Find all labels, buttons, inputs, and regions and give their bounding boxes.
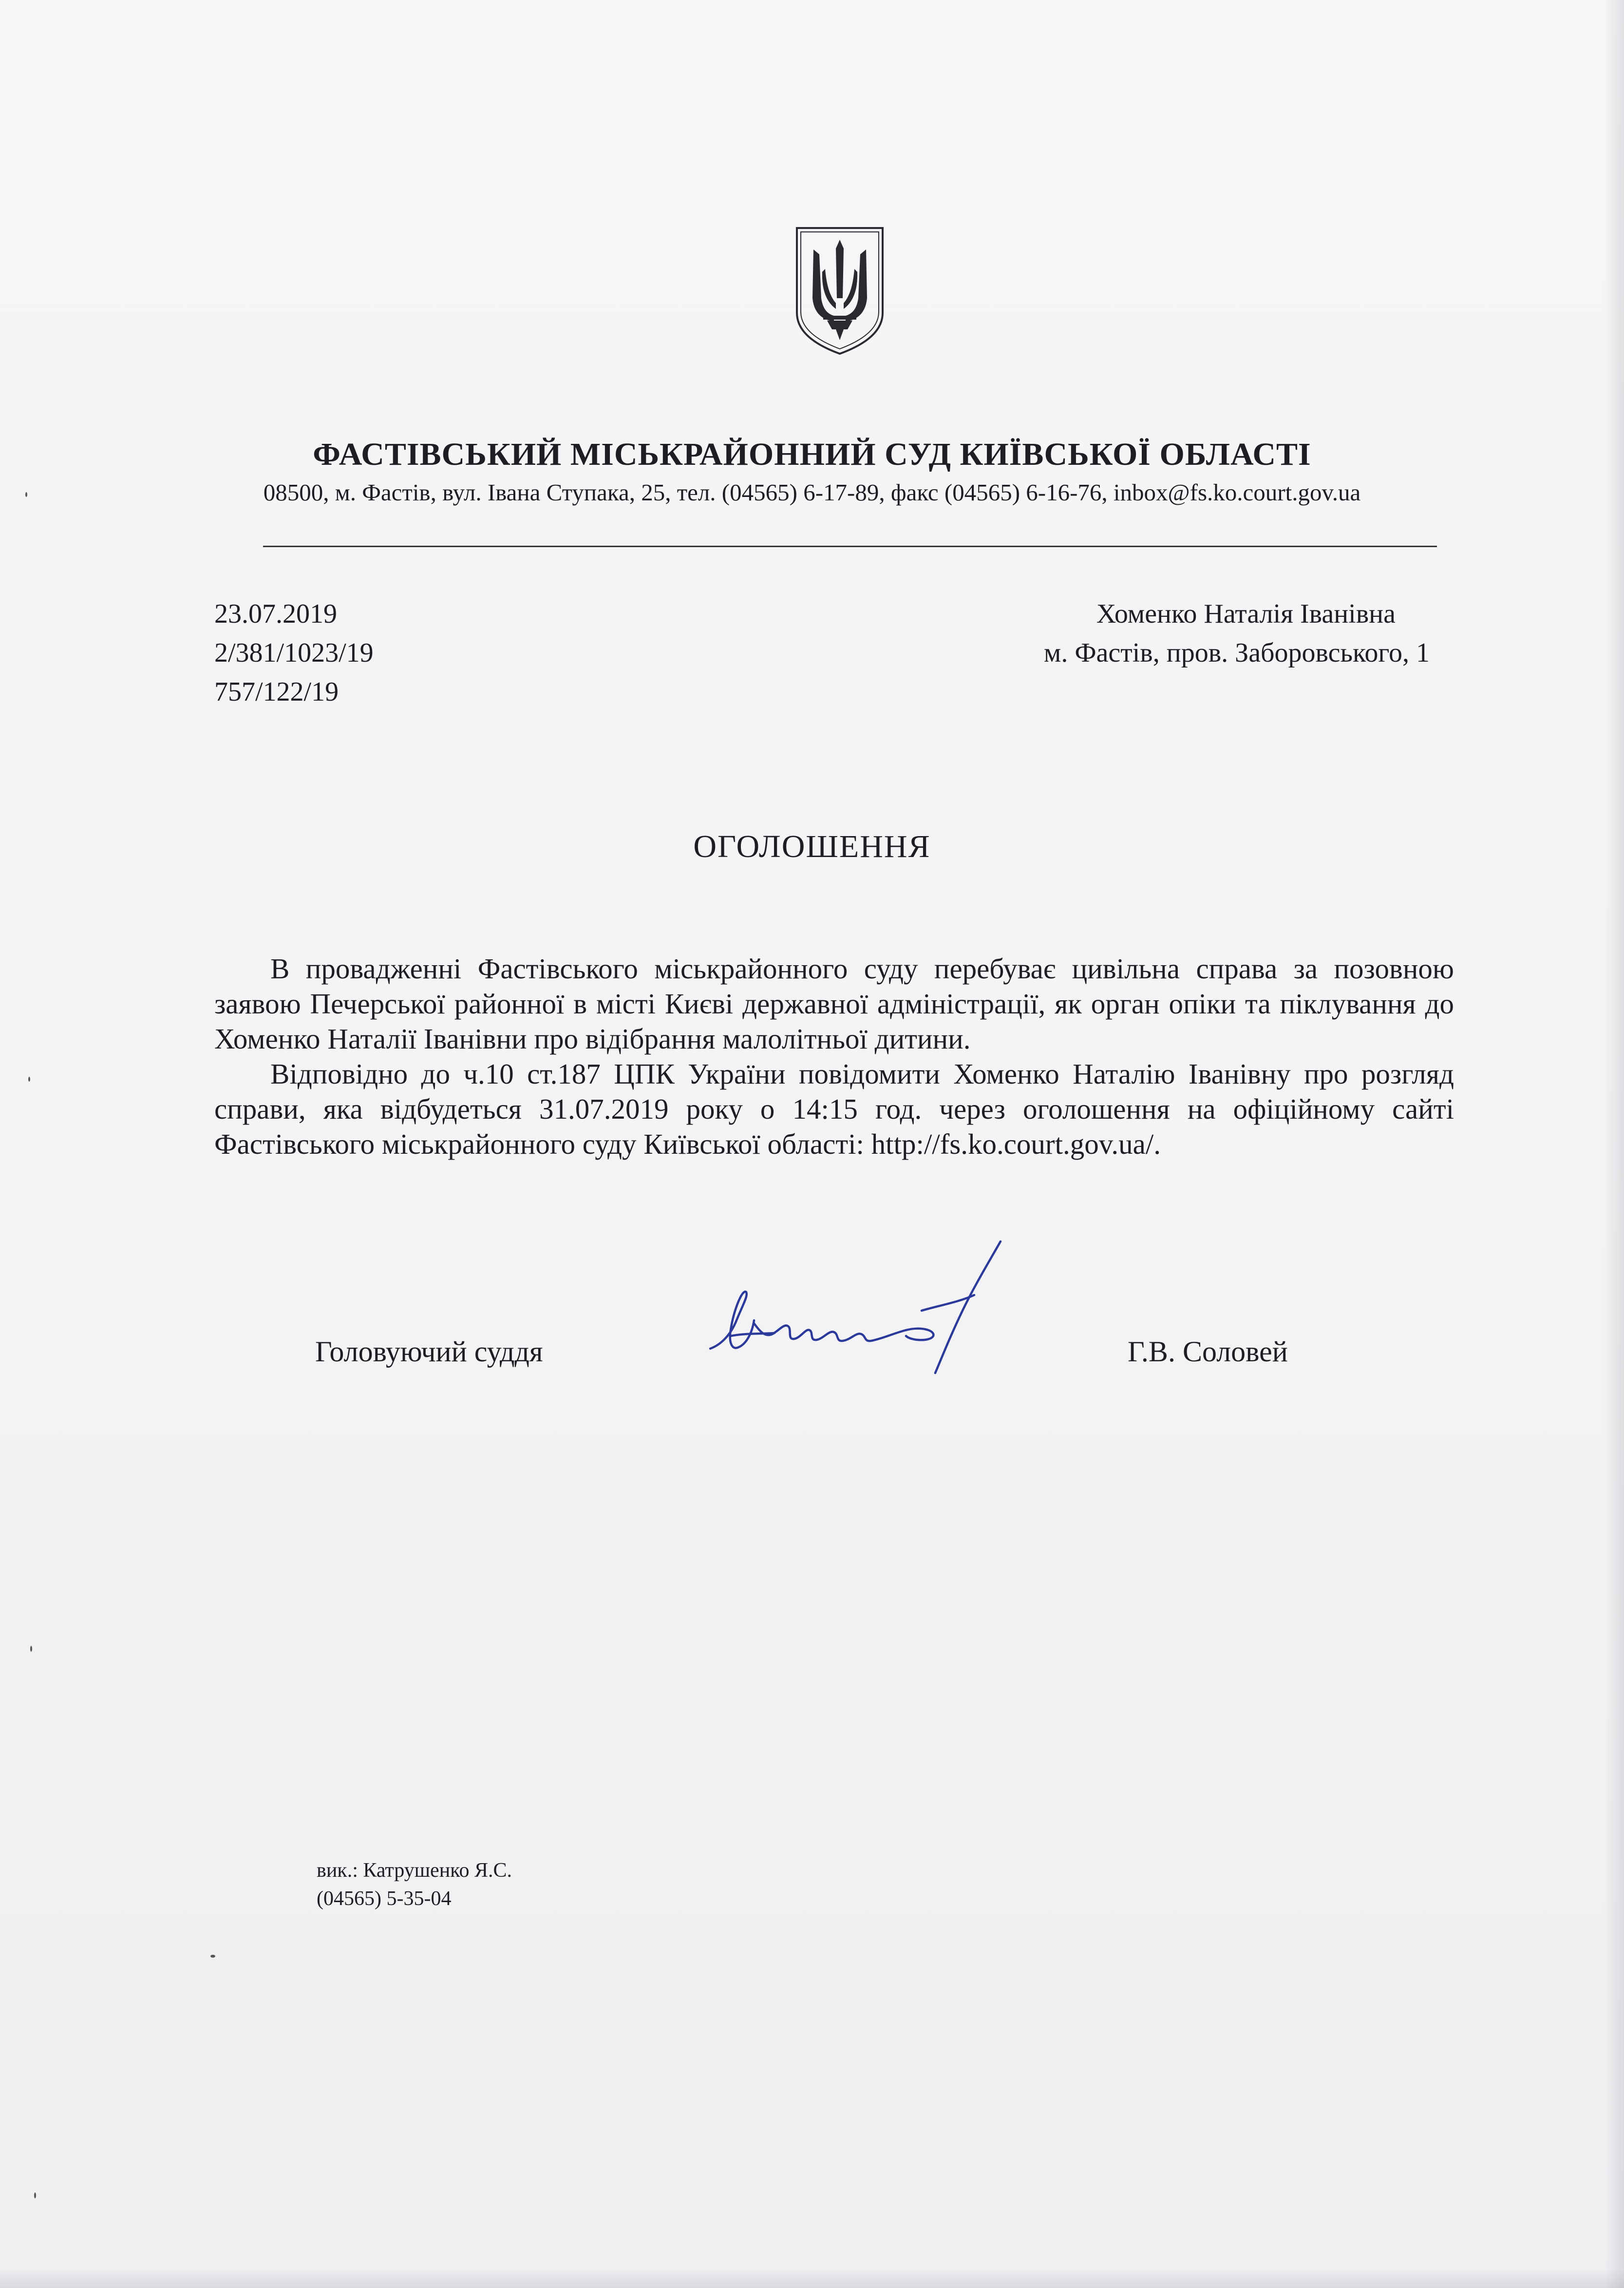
recipient-address: м. Фастів, пров. Заборовського, 1	[1043, 638, 1430, 668]
signature-row	[0, 1335, 1624, 1374]
trident-coat-of-arms-icon	[793, 225, 887, 357]
court-name: ФАСТІВСЬКИЙ МІСЬКРАЙОННИЙ СУД КИЇВСЬКОЇ ОБЛАСТІ	[313, 437, 1311, 472]
page-edge-shadow-bottom	[0, 2269, 1624, 2288]
document-title: ОГОЛОШЕННЯ	[693, 829, 931, 864]
scan-speck	[28, 1077, 30, 1082]
body-paragraph: В провадженні Фастівського міськрайонного суду перебуває цивільна справа за позовною заявою Печерської районної в місті Києві державної адміністрації, як орган опіки та піклування до Хоменко Наталії Іванівни про відібрання малолітньої дитини.	[214, 953, 1454, 1055]
executor-block	[317, 1856, 512, 1913]
case-number: 757/122/19	[214, 677, 339, 707]
recipient-name: Хоменко Наталія Іванівна	[1096, 599, 1396, 629]
scan-speck	[30, 1646, 32, 1652]
judge-position: Головуючий суддя	[315, 1335, 543, 1368]
document-body	[214, 951, 1454, 1162]
scan-speck	[210, 1955, 215, 1958]
body-paragraph: Відповідно до ч.10 ст.187 ЦПК України повідомити Хоменко Наталію Іванівну про розгляд справи, яка відбудеться 31.07.2019 року о 14:15 год. через оголошення на офіційному сайті Фастівського міськрайонного суду Київської області: http://fs.ko.court.gov.ua/.	[214, 1058, 1454, 1160]
executor-name: вик.: Катрушенко Я.С.	[317, 1859, 512, 1882]
page-edge-shadow-right	[1605, 0, 1624, 2288]
judge-name: Г.В. Соловей	[1128, 1335, 1288, 1368]
recipient-block	[967, 594, 1430, 672]
document-metadata	[214, 594, 374, 711]
reference-number: 2/381/1023/19	[214, 638, 374, 668]
document-date: 23.07.2019	[214, 599, 337, 629]
court-address: 08500, м. Фастів, вул. Івана Ступака, 25, тел. (04565) 6-17-89, факс (04565) 6-16-76, inbox@fs.ko.court.gov.ua	[263, 479, 1361, 506]
executor-phone: (04565) 5-35-04	[317, 1888, 452, 1910]
header-divider	[263, 546, 1437, 547]
scan-speck	[34, 2193, 36, 2198]
